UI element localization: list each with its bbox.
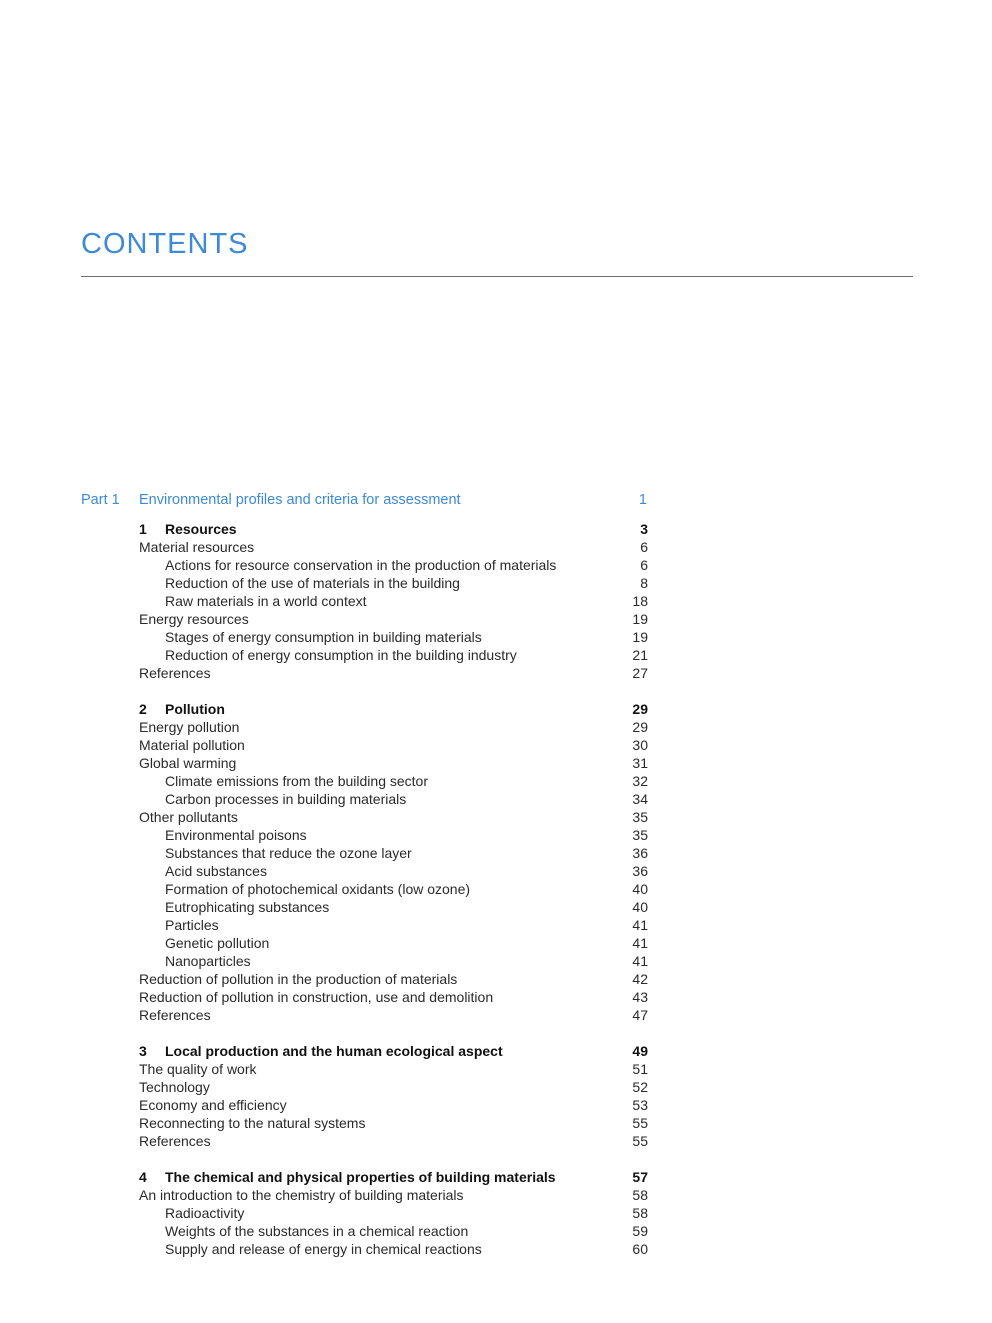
toc-entry-page-number: 41	[632, 953, 648, 969]
toc-subentry[interactable]	[139, 1222, 648, 1240]
toc-subentry[interactable]	[139, 574, 648, 592]
toc-entry-title: Carbon processes in building materials	[165, 791, 407, 807]
toc-entry-title: References	[139, 1007, 211, 1023]
toc-subentry[interactable]	[139, 628, 648, 646]
toc-entry-title: Weights of the substances in a chemical reaction	[165, 1223, 469, 1239]
toc-entry-title: Reconnecting to the natural systems	[139, 1115, 366, 1131]
toc-entry[interactable]	[139, 970, 648, 988]
toc-entry-page-number: 47	[632, 1007, 648, 1023]
toc-entry-page-number: 55	[632, 1133, 648, 1149]
toc-entry[interactable]	[139, 610, 648, 628]
chapter-heading[interactable]	[139, 700, 648, 718]
toc-subentry[interactable]	[139, 772, 648, 790]
toc-entry-page-number: 31	[632, 755, 648, 771]
toc-entry-page-number: 40	[632, 899, 648, 915]
part-label: Part 1	[81, 492, 120, 508]
toc-subentry[interactable]	[139, 790, 648, 808]
toc-entry[interactable]	[139, 1078, 648, 1096]
toc-entry-page-number: 30	[632, 737, 648, 753]
toc-entry-page-number: 8	[640, 575, 648, 591]
toc-entry-title: The quality of work	[139, 1061, 257, 1077]
toc-subentry[interactable]	[139, 1240, 648, 1258]
toc-entry-title: Reduction of pollution in the production of materials	[139, 971, 458, 987]
chapter-section	[139, 1042, 648, 1150]
chapter-section	[139, 1168, 648, 1258]
toc-subentry[interactable]	[139, 916, 648, 934]
toc-entry-title: Formation of photochemical oxidants (low ozone)	[165, 881, 471, 897]
toc-entry-title: Material pollution	[139, 737, 245, 753]
toc-subentry[interactable]	[139, 556, 648, 574]
toc-entry-page-number: 18	[632, 593, 648, 609]
toc-entry-page-number: 27	[632, 665, 648, 681]
chapter-page-number: 49	[632, 1043, 648, 1059]
toc-entry-page-number: 60	[632, 1241, 648, 1257]
toc-entry-title: Environmental poisons	[165, 827, 307, 843]
toc-entry[interactable]	[139, 808, 648, 826]
toc-entry[interactable]	[139, 538, 648, 556]
chapter-heading-text	[139, 1042, 648, 1060]
toc-entry-title: Stages of energy consumption in building materials	[165, 629, 482, 645]
toc-entry-page-number: 51	[632, 1061, 648, 1077]
toc-entry-page-number: 36	[632, 863, 648, 879]
toc-entry-page-number: 41	[632, 935, 648, 951]
toc-subentry[interactable]	[139, 934, 648, 952]
title-divider	[81, 276, 913, 277]
toc-entry-page-number: 58	[632, 1187, 648, 1203]
toc-entry-title: Reduction of pollution in construction, use and demolition	[139, 989, 494, 1005]
toc-subentry[interactable]	[139, 592, 648, 610]
toc-entry-title: Other pollutants	[139, 809, 238, 825]
toc-entry-title: Technology	[139, 1079, 210, 1095]
toc-entry-page-number: 55	[632, 1115, 648, 1131]
chapter-heading[interactable]	[139, 520, 648, 538]
toc-entry[interactable]	[139, 1186, 648, 1204]
toc-entry-page-number: 29	[632, 719, 648, 735]
toc-subentry[interactable]	[139, 952, 648, 970]
toc-entry-page-number: 59	[632, 1223, 648, 1239]
toc-entry[interactable]	[139, 1096, 648, 1114]
toc-entry[interactable]	[139, 988, 648, 1006]
chapter-heading-text	[139, 700, 648, 718]
toc-entry-page-number: 6	[640, 539, 648, 555]
toc-entry-title: References	[139, 665, 211, 681]
toc-subentry[interactable]	[139, 646, 648, 664]
chapter-title: The chemical and physical properties of building materials	[165, 1169, 556, 1185]
toc-subentry[interactable]	[139, 826, 648, 844]
chapter-title: Resources	[165, 521, 237, 537]
toc-entry[interactable]	[139, 754, 648, 772]
toc-entry-title: Substances that reduce the ozone layer	[165, 845, 412, 861]
toc-entry-page-number: 34	[632, 791, 648, 807]
toc-subentry[interactable]	[139, 862, 648, 880]
toc-entry-page-number: 53	[632, 1097, 648, 1113]
toc-entry-title: An introduction to the chemistry of building materials	[139, 1187, 464, 1203]
chapter-number: 4	[139, 1169, 147, 1185]
toc-entry-title: Reduction of the use of materials in the building	[165, 575, 460, 591]
toc-entry-title: References	[139, 1133, 211, 1149]
chapter-page-number: 29	[632, 701, 648, 717]
toc-entry-page-number: 21	[632, 647, 648, 663]
chapter-section	[139, 520, 648, 682]
toc-entry-page-number: 35	[632, 809, 648, 825]
toc-entry-title: Supply and release of energy in chemical reactions	[165, 1241, 482, 1257]
chapter-heading-text	[139, 520, 648, 538]
chapter-page-number: 3	[640, 521, 648, 537]
toc-entry[interactable]	[139, 1060, 648, 1078]
part-heading[interactable]	[0, 492, 992, 512]
toc-entry-page-number: 6	[640, 557, 648, 573]
chapter-number: 3	[139, 1043, 147, 1059]
toc-subentry[interactable]	[139, 880, 648, 898]
chapter-heading[interactable]	[139, 1168, 648, 1186]
toc-entry-title: Eutrophicating substances	[165, 899, 330, 915]
toc-subentry[interactable]	[139, 844, 648, 862]
toc-entry-page-number: 19	[632, 629, 648, 645]
toc-entry-title: Genetic pollution	[165, 935, 270, 951]
chapter-page-number: 57	[632, 1169, 648, 1185]
toc-entry-title: Global warming	[139, 755, 237, 771]
toc-entry-page-number: 40	[632, 881, 648, 897]
part-title: Environmental profiles and criteria for assessment	[139, 492, 461, 508]
toc-entry-title: Economy and efficiency	[139, 1097, 287, 1113]
chapter-title: Pollution	[165, 701, 225, 717]
toc-entry-page-number: 42	[632, 971, 648, 987]
toc-entry[interactable]	[139, 718, 648, 736]
toc-entry-page-number: 41	[632, 917, 648, 933]
toc-entry[interactable]	[139, 664, 648, 682]
toc-entry-page-number: 19	[632, 611, 648, 627]
toc-entry-title: Energy pollution	[139, 719, 240, 735]
toc-entry-title: Reduction of energy consumption in the building industry	[165, 647, 517, 663]
toc-entry-page-number: 58	[632, 1205, 648, 1221]
toc-entry[interactable]	[139, 1114, 648, 1132]
toc-subentry[interactable]	[139, 898, 648, 916]
page-title: CONTENTS	[81, 228, 249, 260]
chapter-number: 2	[139, 701, 147, 717]
toc-entry-title: Climate emissions from the building sector	[165, 773, 428, 789]
chapter-title: Local production and the human ecological aspect	[165, 1043, 503, 1059]
part-page-number: 1	[638, 492, 647, 508]
toc-entry-page-number: 36	[632, 845, 648, 861]
toc-entry-title: Actions for resource conservation in the production of materials	[165, 557, 557, 573]
table-of-contents	[139, 520, 648, 1276]
toc-entry-title: Material resources	[139, 539, 255, 555]
toc-entry[interactable]	[139, 736, 648, 754]
toc-entry[interactable]	[139, 1132, 648, 1150]
toc-entry-title: Energy resources	[139, 611, 249, 627]
toc-entry-title: Acid substances	[165, 863, 267, 879]
chapter-number: 1	[139, 521, 147, 537]
toc-entry-title: Nanoparticles	[165, 953, 251, 969]
toc-entry-title: Radioactivity	[165, 1205, 245, 1221]
toc-entry-title: Raw materials in a world context	[165, 593, 367, 609]
toc-entry-page-number: 32	[632, 773, 648, 789]
toc-subentry[interactable]	[139, 1204, 648, 1222]
toc-entry-page-number: 35	[632, 827, 648, 843]
chapter-section	[139, 700, 648, 1024]
chapter-heading[interactable]	[139, 1042, 648, 1060]
toc-entry-page-number: 52	[632, 1079, 648, 1095]
toc-entry-page-number: 43	[632, 989, 648, 1005]
toc-entry[interactable]	[139, 1006, 648, 1024]
chapter-heading-text	[139, 1168, 648, 1186]
toc-entry-title: Particles	[165, 917, 219, 933]
